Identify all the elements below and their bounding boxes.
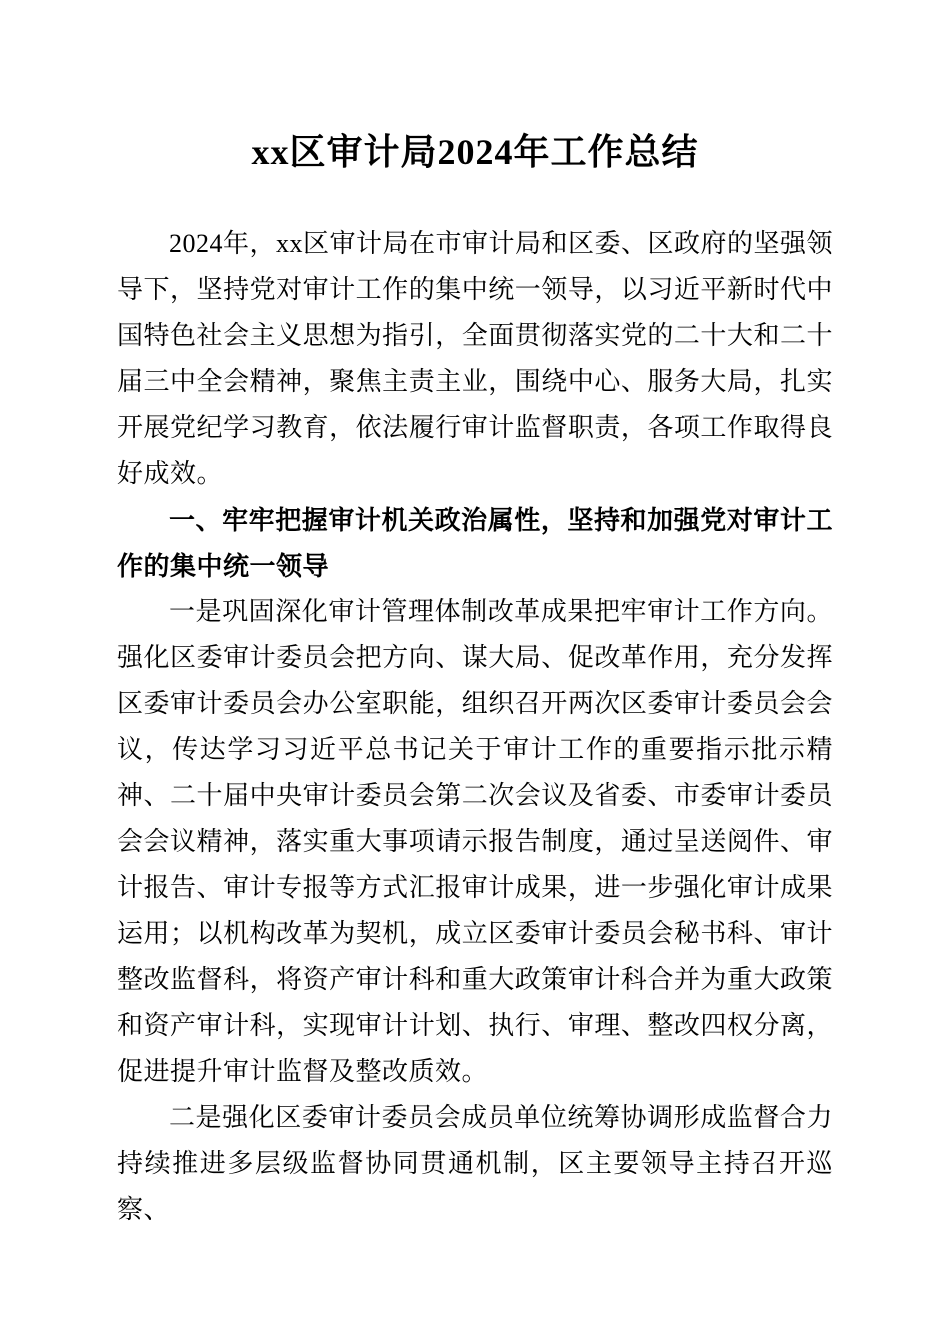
paragraph-point-1: 一是巩固深化审计管理体制改革成果把牢审计工作方向。强化区委审计委员会把方向、谋大局、促改革作用，充分发挥区委审计委员会办公室职能，组织召开两次区委审计委员会会议，传达学习习近平总书记关于审计工作的重要指示批示精神、二十届中央审计委员会第二次会议及省委、市委审计委员会会议精神，落实重大事项请示报告制度，通过呈送阅件、审计报告、审计专报等方式汇报审计成果，进一步强化审计成果运用；以机构改革为契机，成立区委审计委员会秘书科、审计整改监督科，将资产审计科和重大政策审计科合并为重大政策和资产审计科，实现审计计划、执行、审理、整改四权分离，促进提升审计监督及整改质效。: [117, 597, 833, 1086]
document-title: xx区审计局2024年工作总结: [251, 132, 699, 172]
section-heading-1: 一、牢牢把握审计机关政治属性，坚持和加强党对审计工作的集中统一领导: [117, 505, 833, 581]
paragraph-point-2: 二是强化区委审计委员会成员单位统筹协调形成监督合力持续推进多层级监督协同贯通机制，区主要领导主持召开巡察、: [117, 1103, 833, 1224]
paragraph-intro: 2024年，xx区审计局在市审计局和区委、区政府的坚强领导下，坚持党对审计工作的集中统一领导，以习近平新时代中国特色社会主义思想为指引，全面贯彻落实党的二十大和二十届三中全会精神，聚焦主责主业，围绕中心、服务大局，扎实开展党纪学习教育，依法履行审计监督职责，各项工作取得良好成效。: [117, 229, 834, 488]
